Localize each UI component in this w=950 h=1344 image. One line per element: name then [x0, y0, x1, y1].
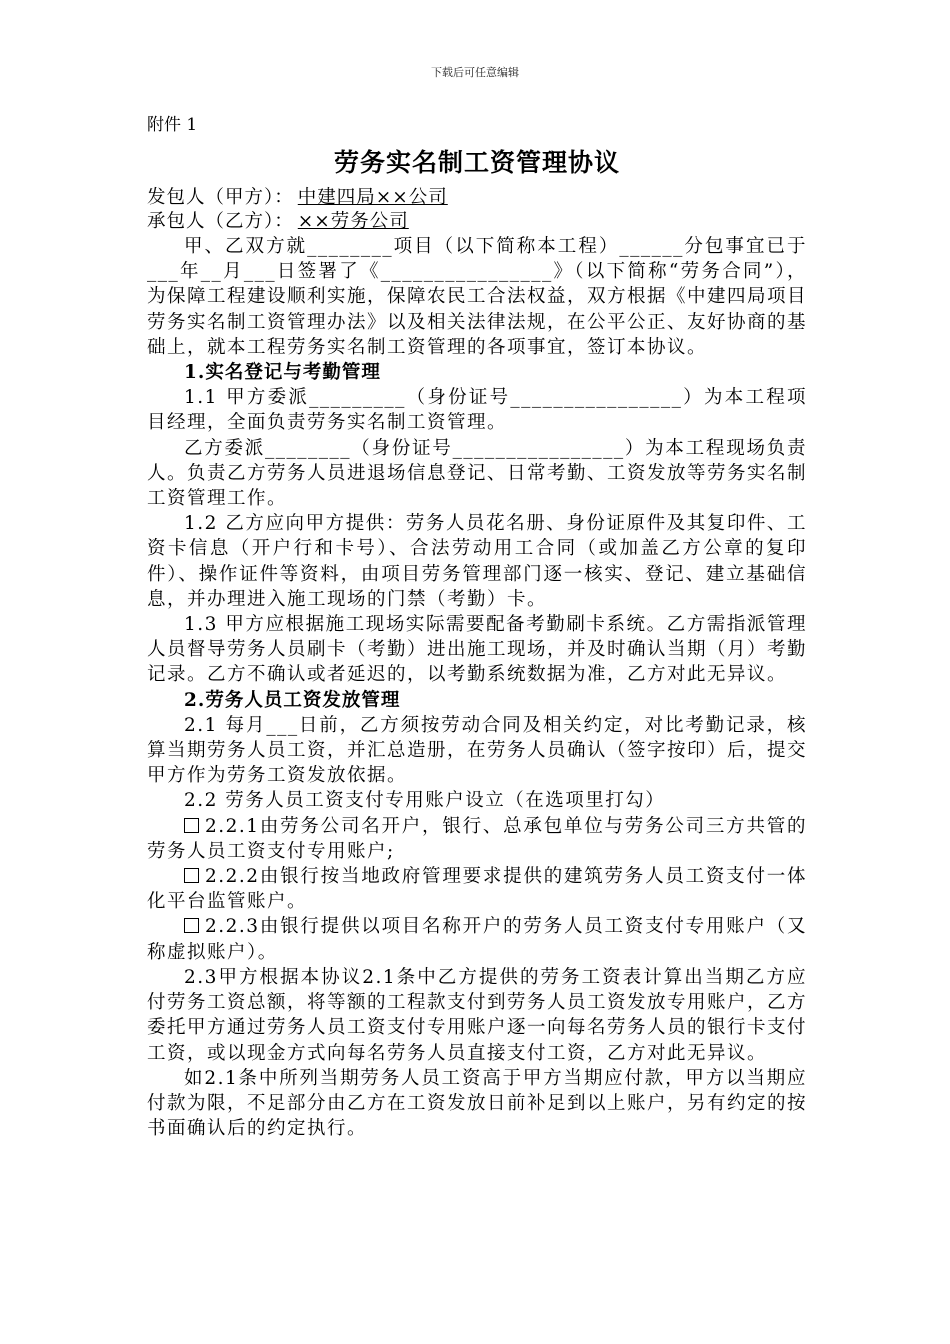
clause-1-2: 1.2 乙方应向甲方提供：劳务人员花名册、身份证原件及其复印件、工资卡信息（开户行和卡号）、合法劳动用工合同（或加盖乙方公章的复印件）、操作证件等资料，由项目劳务管理部门逐一核实、登记、建立基础信息，并办理进入施工现场的门禁（考勤）卡。: [147, 513, 807, 610]
clause-1-1-b: 乙方委派________（身份证号________________）为本工程现场负责人。负责乙方劳务人员进退场信息登记、日常考勤、工资发放等劳务实名制工资管理工作。: [147, 437, 808, 510]
clause-2-3-b: 如2.1条中所列当期劳务人员工资高于甲方当期应付款，甲方以当期应付款为限，不足部分由乙方在工资发放日前补足到以上账户，另有约定的按书面确认后的约定执行。: [147, 1067, 808, 1140]
option-2-2-2-text: 2.2.2由银行按当地政府管理要求提供的建筑劳务人员工资支付一体化平台监管账户。: [147, 866, 807, 913]
section-1-heading: 1.实名登记与考勤管理: [184, 362, 381, 384]
option-2-2-2: [147, 864, 807, 914]
party-b-line: [147, 210, 807, 234]
document-body: [147, 112, 807, 1141]
clause-2-2: 2.2 劳务人员工资支付专用账户设立（在选项里打勾）: [184, 790, 666, 812]
option-2-2-1: [147, 814, 807, 864]
section-2-heading: 2.劳务人员工资发放管理: [184, 689, 401, 711]
clause-1-1: 1.1 甲方委派_________（身份证号________________）为本工程项目经理，全面负责劳务实名制工资管理。: [147, 387, 807, 434]
document-title: 劳务实名制工资管理协议: [333, 148, 620, 177]
page-header: 下载后可任意编辑: [431, 66, 519, 79]
option-2-2-1-text: 2.2.1由劳务公司名开户，银行、总承包单位与劳务公司三方共管的劳务人员工资支付专用账户;: [147, 815, 807, 862]
party-a-value: 中建四局××公司: [297, 187, 448, 208]
intro-paragraph: 甲、乙双方就________项目（以下简称本工程）______分包事宜已于___年__月___日签署了《________________》（以下简称“劳务合同”），为保障工程建设顺利实施，保障农民工合法权益，双方根据《中建四局项目劳务实名制工资管理办法》以及相关法律法规，在公平公正、友好协商的基础上，就本工程劳务实名制工资管理的各项事宜，签订本协议。: [147, 236, 808, 358]
clause-2-3: 2.3甲方根据本协议2.1条中乙方提供的劳务工资表计算出当期乙方应付劳务工资总额，将等额的工程款支付到劳务人员工资发放专用账户，乙方委托甲方通过劳务人员工资支付专用账户逐一向每名劳务人员的银行卡支付工资，或以现金方式向每名劳务人员直接支付工资，乙方对此无异议。: [147, 966, 808, 1064]
checkbox-2-2-2[interactable]: [184, 868, 199, 883]
checkbox-2-2-3[interactable]: [184, 918, 199, 933]
annex-label: 附件 1: [147, 115, 198, 135]
option-2-2-3: [147, 914, 807, 964]
clause-2-1: 2.1 每月___日前，乙方须按劳动合同及相关约定，对比考勤记录，核算当期劳务人员工资，并汇总造册，在劳务人员确认（签字按印）后，提交甲方作为劳务工资发放依据。: [147, 714, 808, 787]
checkbox-2-2-1[interactable]: [184, 818, 199, 833]
party-b-label: 承包人（乙方）：: [147, 211, 294, 232]
option-2-2-3-text: 2.2.3由银行提供以项目名称开户的劳务人员工资支付专用账户（又称虚拟账户）。: [147, 916, 807, 963]
party-b-value: ××劳务公司: [297, 211, 409, 232]
party-a-label: 发包人（甲方）：: [147, 187, 294, 208]
clause-1-3: 1.3 甲方应根据施工现场实际需要配备考勤刷卡系统。乙方需指派管理人员督导劳务人员刷卡（考勤）进出施工现场，并及时确认当期（月）考勤记录。乙方不确认或者延迟的，以考勤系统数据为准，乙方对此无异议。: [147, 614, 808, 686]
party-a-line: [147, 186, 807, 210]
